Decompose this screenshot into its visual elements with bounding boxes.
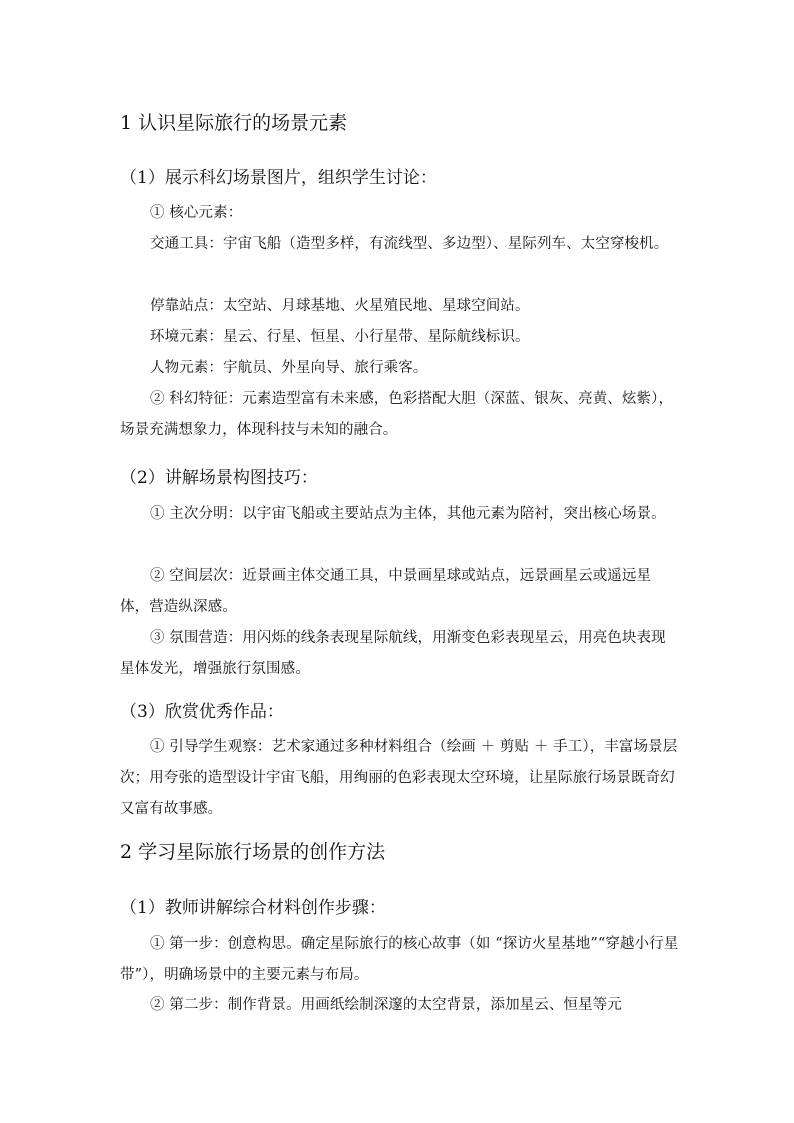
- subsection-2-1-heading: （1）教师讲解综合材料创作步骤：: [120, 898, 386, 918]
- paragraph: ③ 氛围营造：用闪烁的线条表现星际航线，用渐变色彩表现星云，用亮色块表现星体发光，增强旅行氛围感。: [120, 630, 666, 677]
- paragraph: ① 核心元素：: [150, 205, 243, 221]
- paragraph: ① 引导学生观察：艺术家通过多种材料组合（绘画 ＋ 剪贴 ＋ 手工），丰富场景层次；用夸张的造型设计宇宙飞船，用绚丽的色彩表现太空环境，让星际旅行场景既奇幻又富有故事感。: [120, 739, 678, 817]
- subsection-1-1-heading: （1）展示科幻场景图片，组织学生讨论：: [120, 168, 437, 188]
- paragraph: ① 主次分明：以宇宙飞船或主要站点为主体，其他元素为陪衬，突出核心场景。: [150, 506, 666, 522]
- subsection-1-2-heading: （2）讲解场景构图技巧：: [120, 468, 318, 488]
- paragraph: 环境元素：星云、行星、恒星、小行星带、星际航线标识。: [150, 329, 530, 345]
- paragraph: ② 科幻特征：元素造型富有未来感，色彩搭配大胆（深蓝、银灰、亮黄、炫紫），场景充满想象力，体现科技与未知的融合。: [120, 391, 674, 438]
- subsection-1-3-heading: （3）欣赏优秀作品：: [120, 702, 284, 722]
- paragraph: ② 第二步：制作背景。用画纸绘制深邃的太空背景，添加星云、恒星等元: [150, 997, 622, 1013]
- paragraph: 交通工具：宇宙飞船（造型多样，有流线型、多边型）、星际列车、太空穿梭机。: [150, 236, 669, 252]
- section-1-heading: 1 认识星际旅行的场景元素: [120, 112, 348, 134]
- paragraph: 人物元素：宇航员、外星向导、旅行乘客。: [150, 360, 428, 376]
- paragraph: ① 第一步：创意构思。确定星际旅行的核心故事（如 “探访火星基地”“穿越小行星带”），明确场景中的主要元素与布局。: [120, 936, 679, 983]
- section-2-heading: 2 学习星际旅行场景的创作方法: [120, 841, 386, 863]
- paragraph: 停靠站点：太空站、月球基地、火星殖民地、星球空间站。: [150, 298, 530, 314]
- paragraph: ② 空间层次：近景画主体交通工具，中景画星球或站点，远景画星云或遥远星体，营造纵深感。: [120, 568, 652, 615]
